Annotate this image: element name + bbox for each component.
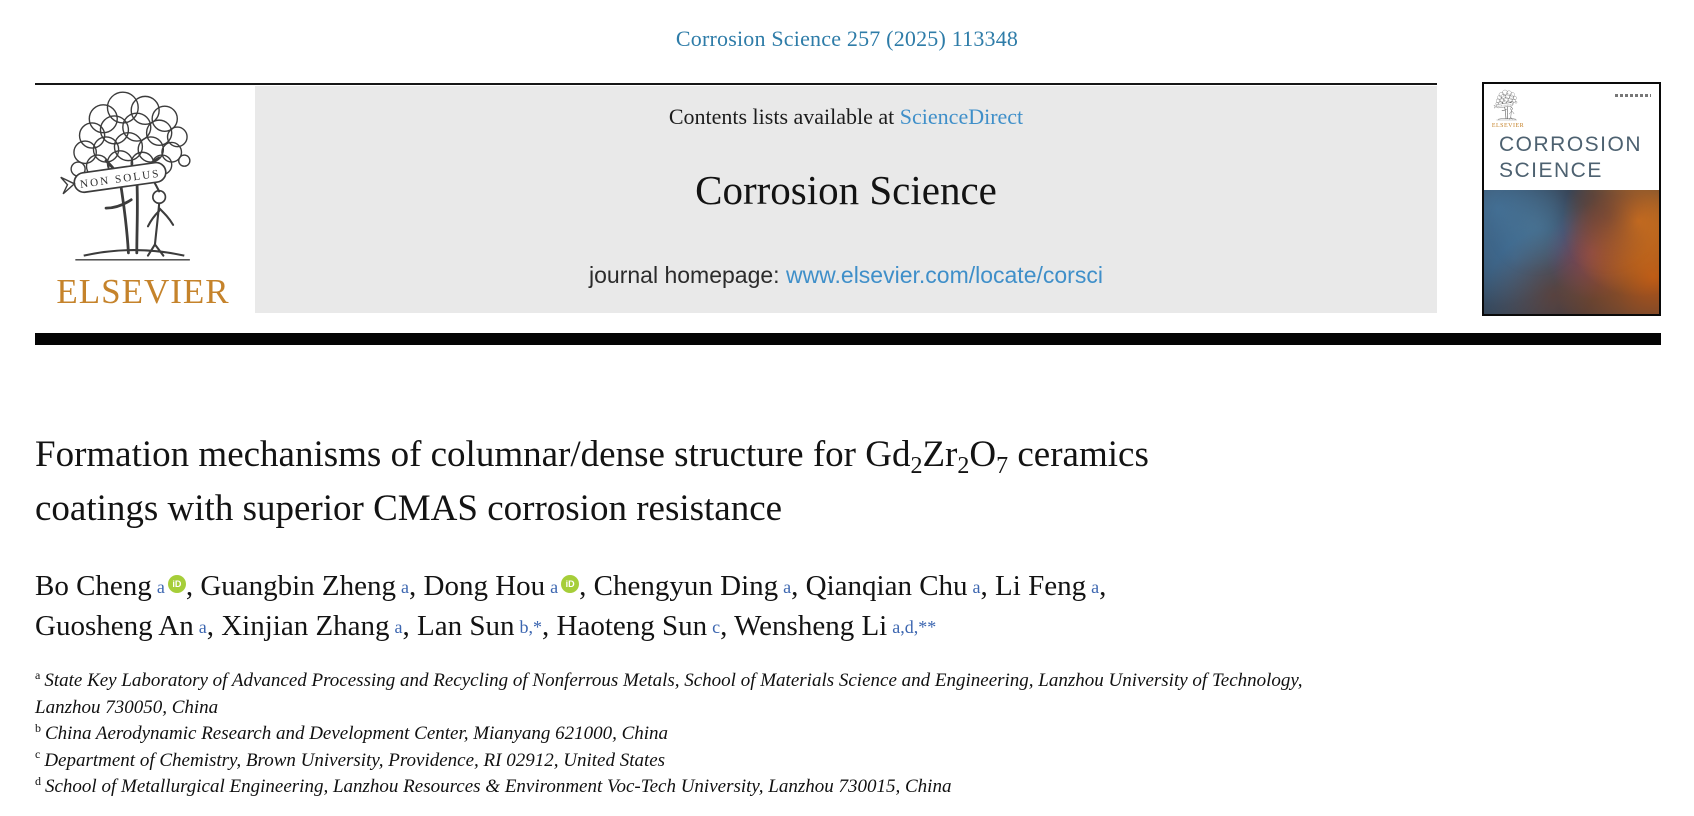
author-affiliation-superscript: a (156, 577, 165, 597)
elsevier-logo (35, 88, 251, 314)
affiliation: $^b$ China Aerodynamic Research and Development Center, Mianyang 621000, China (35, 720, 669, 744)
contents-text: Contents lists available at (668, 104, 900, 129)
author: Lan Sun b,* (417, 610, 542, 642)
cover-title-line1: CORROSION (1499, 133, 1643, 156)
affiliation-superscript: d (35, 773, 41, 788)
author-affiliation-superscript: a (783, 577, 792, 597)
author-affiliation-superscript: a (394, 617, 403, 637)
author-affiliation-superscript: a (972, 577, 981, 597)
author: Haoteng Sun c (556, 610, 721, 642)
citation-link[interactable]: Corrosion Science 257 (2025) 113348 (675, 26, 1019, 51)
section-divider-bar (35, 333, 1661, 345)
cover-issn-text (1615, 94, 1651, 97)
author-affiliation-superscript: a (198, 617, 207, 637)
affiliation: $^c$ Department of Chemistry, Brown University, Providence, RI 02912, United States (35, 747, 666, 771)
author: Li Feng a (995, 570, 1100, 602)
article-title: Formation mechanisms of columnar/dense structure for Gd2Zr2O7 ceramics coatings with superior CMAS corrosion resistance (35, 434, 1149, 529)
author: Chengyun Ding a (593, 570, 792, 602)
author-affiliation-superscript: c (712, 617, 721, 637)
author: Guangbin Zheng a (200, 570, 410, 602)
journal-cover (1482, 82, 1661, 316)
affiliation-superscript: b (35, 720, 41, 735)
author: Dong Hou a iD (424, 570, 580, 602)
journal-name: Corrosion Science (695, 167, 997, 213)
author-list (35, 566, 1435, 646)
cover-journal-title (1499, 132, 1642, 184)
author: Xinjian Zhang a (221, 610, 403, 642)
orcid-icon[interactable]: iD (168, 575, 186, 593)
affiliation: $^d$ School of Metallurgical Engineering, Lanzhou Resources & Environment Voc-Tech University, Lanzhou 730015, China (35, 773, 952, 797)
elsevier-wordmark: ELSEVIER (56, 272, 230, 311)
author: Bo Cheng a iD (35, 570, 186, 602)
cover-art-image (1484, 190, 1659, 314)
author-line-1: Bo Cheng a iD , Guangbin Zheng a, Dong Hou a iD , Chengyun Ding a, Qianqian Chu a, Li Feng a, (35, 570, 1107, 602)
cover-elsevier-tree-icon (1492, 89, 1522, 121)
homepage-line (255, 262, 1437, 289)
affiliation: $^a$ State Key Laboratory of Advanced Processing and Recycling of Nonferrous Metals, School of Materials Science and Engineering, Lanzhou University of Technology, Lanzhou 730050, China (35, 667, 1303, 718)
author-affiliation-superscript: b,* (519, 617, 542, 637)
affiliations (35, 668, 1495, 801)
homepage-url-link[interactable]: www.elsevier.com/locate/corsci (785, 262, 1103, 288)
contents-line (255, 104, 1437, 130)
author-affiliation-superscript: a (550, 577, 559, 597)
affiliation-superscript: c (35, 747, 41, 762)
author: Qianqian Chu a (805, 570, 981, 602)
journal-banner (255, 86, 1437, 313)
author-affiliation-superscript: a (1091, 577, 1100, 597)
homepage-label: journal homepage: (589, 262, 786, 288)
author: Wensheng Li a,d,** (734, 610, 937, 642)
author-affiliation-superscript: a (401, 577, 410, 597)
elsevier-tree-icon (41, 88, 227, 264)
affiliation-superscript: a (35, 667, 41, 682)
header-rule (35, 83, 1437, 85)
author-line-2: Guosheng An a, Xinjian Zhang a, Lan Sun b,*, Haoteng Sun c, Wensheng Li a,d,** (35, 610, 937, 642)
orcid-icon[interactable]: iD (561, 575, 579, 593)
sciencedirect-link[interactable]: ScienceDirect (899, 104, 1024, 129)
cover-elsevier-wordmark: ELSEVIER (1491, 123, 1525, 129)
cover-title-line2: SCIENCE (1499, 159, 1603, 182)
author: Guosheng An a (35, 610, 207, 642)
author-affiliation-superscript: a,d,** (892, 617, 937, 637)
